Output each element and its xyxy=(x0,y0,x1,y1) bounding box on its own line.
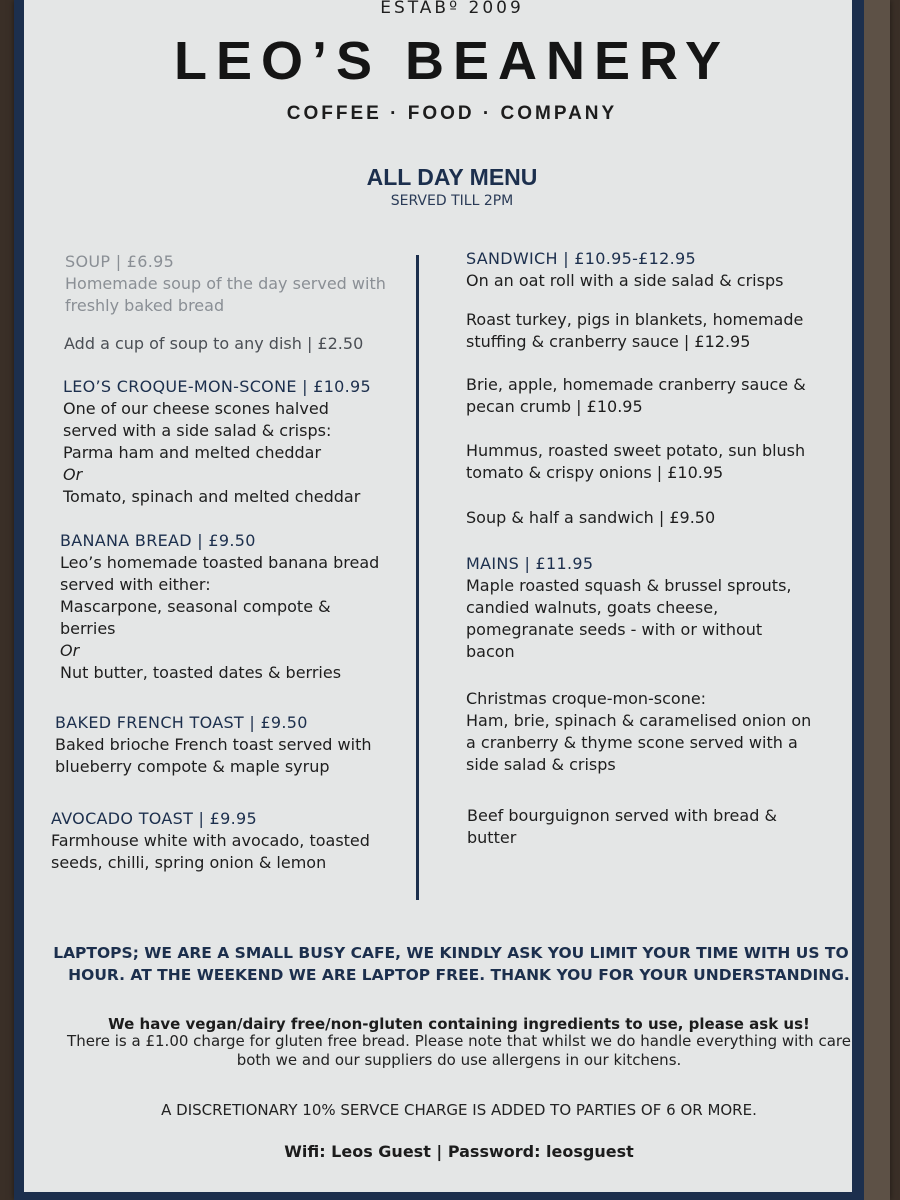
item-line: Add a cup of soup to any dish | £2.50 xyxy=(64,334,364,353)
item-line: pecan crumb | £10.95 xyxy=(466,397,643,416)
item-line: Beef bourguignon served with bread & xyxy=(467,806,777,825)
menu-card xyxy=(14,0,890,1200)
service-charge-notice: A DISCRETIONARY 10% SERVCE CHARGE IS ADDED TO PARTIES OF 6 OR MORE. xyxy=(161,1101,757,1119)
laptop-notice xyxy=(44,942,874,986)
dietary-notice: We have vegan/dairy free/non-gluten containing ingredients to use, please ask us! xyxy=(108,1015,810,1033)
item-line: served with either: xyxy=(60,575,211,594)
wifi-info: Wifi: Leos Guest | Password: leosguest xyxy=(284,1142,634,1161)
item-line: side salad & crisps xyxy=(466,755,616,774)
item-line: butter xyxy=(467,828,517,847)
item-line: berries xyxy=(60,619,116,638)
item-line: served with a side salad & crisps: xyxy=(63,421,332,440)
item-line: Ham, brie, spinach & caramelised onion on xyxy=(466,711,812,730)
notice-line: HOUR. AT THE WEEKEND WE ARE LAPTOP FREE. THANK YOU FOR YOUR UNDERSTANDING. xyxy=(68,966,850,984)
item-heading: AVOCADO TOAST | £9.95 xyxy=(51,809,257,828)
menu-subtitle: SERVED TILL 2PM xyxy=(390,193,514,209)
item-line: Maple roasted squash & brussel sprouts, xyxy=(466,576,792,595)
item-heading: SANDWICH | £10.95-£12.95 xyxy=(466,249,696,268)
item-line: Christmas croque-mon-scone: xyxy=(466,689,707,708)
menu-item-christmas-croque xyxy=(466,688,811,776)
item-line: Homemade soup of the day served with xyxy=(65,274,386,293)
menu-item-soup xyxy=(65,251,386,317)
menu-item-mains xyxy=(466,553,791,663)
tagline: COFFEE · FOOD · COMPANY xyxy=(286,103,618,124)
menu-item-brie xyxy=(466,374,806,418)
menu-item-hummus xyxy=(466,440,805,484)
item-line: Soup & half a sandwich | £9.50 xyxy=(466,508,716,527)
menu-item-banana-bread xyxy=(60,530,379,684)
notice-line: both we and our suppliers do use allergens in our kitchens. xyxy=(236,1051,682,1069)
menu-item-avocado-toast xyxy=(51,808,370,874)
navy-border-bottom xyxy=(14,1192,864,1200)
item-line: freshly baked bread xyxy=(65,296,225,315)
column-divider xyxy=(416,255,419,900)
menu-item-french-toast xyxy=(55,712,372,778)
item-line: pomegranate seeds - with or without xyxy=(466,620,763,639)
menu-item-croque xyxy=(63,376,371,508)
item-line: Roast turkey, pigs in blankets, homemade xyxy=(466,310,804,329)
menu-item-sandwich xyxy=(466,248,783,292)
notice-line: There is a £1.00 charge for gluten free bread. Please note that whilst we do handle everything with care xyxy=(67,1032,851,1050)
item-line: Farmhouse white with avocado, toasted xyxy=(51,831,370,850)
item-heading: MAINS | £11.95 xyxy=(466,554,594,573)
item-line: seeds, chilli, spring onion & lemon xyxy=(51,853,327,872)
item-heading: BAKED FRENCH TOAST | £9.50 xyxy=(55,713,308,732)
item-or: Or xyxy=(60,641,80,660)
item-line: Baked brioche French toast served with xyxy=(55,735,372,754)
menu-item-beef xyxy=(467,805,777,849)
menu-title: ALL DAY MENU xyxy=(366,164,538,190)
item-line: tomato & crispy onions | £10.95 xyxy=(466,463,724,482)
item-line: stuffing & cranberry sauce | £12.95 xyxy=(466,332,751,351)
item-or: Or xyxy=(63,465,83,484)
item-line: Tomato, spinach and melted cheddar xyxy=(63,487,361,506)
menu-item-turkey xyxy=(466,309,803,353)
item-line: candied walnuts, goats cheese, xyxy=(466,598,719,617)
brand-logo-text: LEO’S BEANERY xyxy=(173,31,731,91)
item-line: a cranberry & thyme scone served with a xyxy=(466,733,798,752)
item-line: Nut butter, toasted dates & berries xyxy=(60,663,342,682)
item-line: Brie, apple, homemade cranberry sauce & xyxy=(466,375,806,394)
gluten-notice xyxy=(44,1032,874,1070)
item-heading: SOUP | £6.95 xyxy=(65,252,175,271)
established-text: ESTABº 2009 xyxy=(380,0,524,18)
menu-item-soup-addon xyxy=(64,333,363,355)
item-line: On an oat roll with a side salad & crisps xyxy=(466,271,784,290)
item-line: bacon xyxy=(466,642,515,661)
item-line: Hummus, roasted sweet potato, sun blush xyxy=(466,441,806,460)
item-line: blueberry compote & maple syrup xyxy=(55,757,330,776)
item-heading: BANANA BREAD | £9.50 xyxy=(60,531,256,550)
item-heading: LEO’S CROQUE-MON-SCONE | £10.95 xyxy=(63,377,372,396)
notice-line: LAPTOPS; WE ARE A SMALL BUSY CAFE, WE KINDLY ASK YOU LIMIT YOUR TIME WITH US TO 1 xyxy=(53,944,865,962)
item-line: Mascarpone, seasonal compote & xyxy=(60,597,331,616)
menu-item-soup-half xyxy=(466,507,715,529)
item-line: Leo’s homemade toasted banana bread xyxy=(60,553,380,572)
item-line: Parma ham and melted cheddar xyxy=(63,443,322,462)
item-line: One of our cheese scones halved xyxy=(63,399,329,418)
